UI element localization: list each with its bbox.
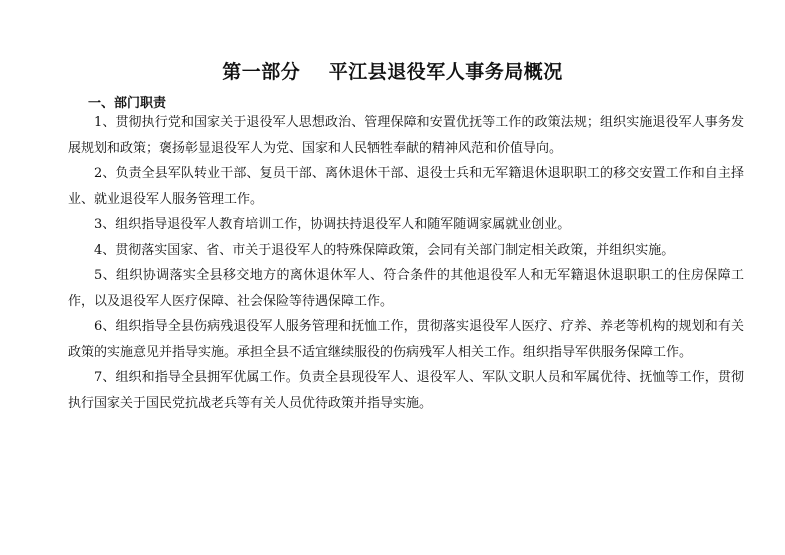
paragraph-3: 3、组织指导退役军人教育培训工作，协调扶持退役军人和随军随调家属就业创业。 (94, 217, 571, 232)
page-title: 第一部分 平江县退役军人事务局概况 (222, 61, 563, 83)
paragraph-5: 5、组织协调落实全县移交地方的离休退休军人、符合条件的其他退役军人和无军籍退休退职职工的住房保障工作，以及退役军人医疗保障、社会保险等待遇保障工作。 (68, 268, 744, 309)
paragraph-6: 6、组织指导全县伤病残退役军人服务管理和抚恤工作，贯彻落实退役军人医疗、疗养、养老等机构的规划和有关政策的实施意见并指导实施。承担全县不适宜继续服役的伤病残军人相关工作。组织指导军供服务保障工作。 (68, 319, 744, 360)
body-text (68, 110, 744, 416)
paragraph-7: 7、组织和指导全县拥军优属工作。负责全县现役军人、退役军人、军队文职人员和军属优待、抚恤等工作，贯彻执行国家关于国民党抗战老兵等有关人员优待政策并指导实施。 (68, 370, 744, 411)
section-heading: 一、部门职责 (88, 96, 167, 111)
paragraph-4: 4、贯彻落实国家、省、市关于退役军人的特殊保障政策，会同有关部门制定相关政策，并组织实施。 (94, 242, 675, 258)
paragraph-2: 2、负责全县军队转业干部、复员干部、离休退休干部、退役士兵和无军籍退休退职职工的移交安置工作和自主择业、就业退役军人服务管理工作。 (68, 166, 744, 207)
paragraph-1: 1、贯彻执行党和国家关于退役军人思想政治、管理保障和安置优抚等工作的政策法规；组织实施退役军人事务发展规划和政策；褒扬彰显退役军人为党、国家和人民牺牲奉献的精神风范和价值导向。 (68, 115, 744, 156)
